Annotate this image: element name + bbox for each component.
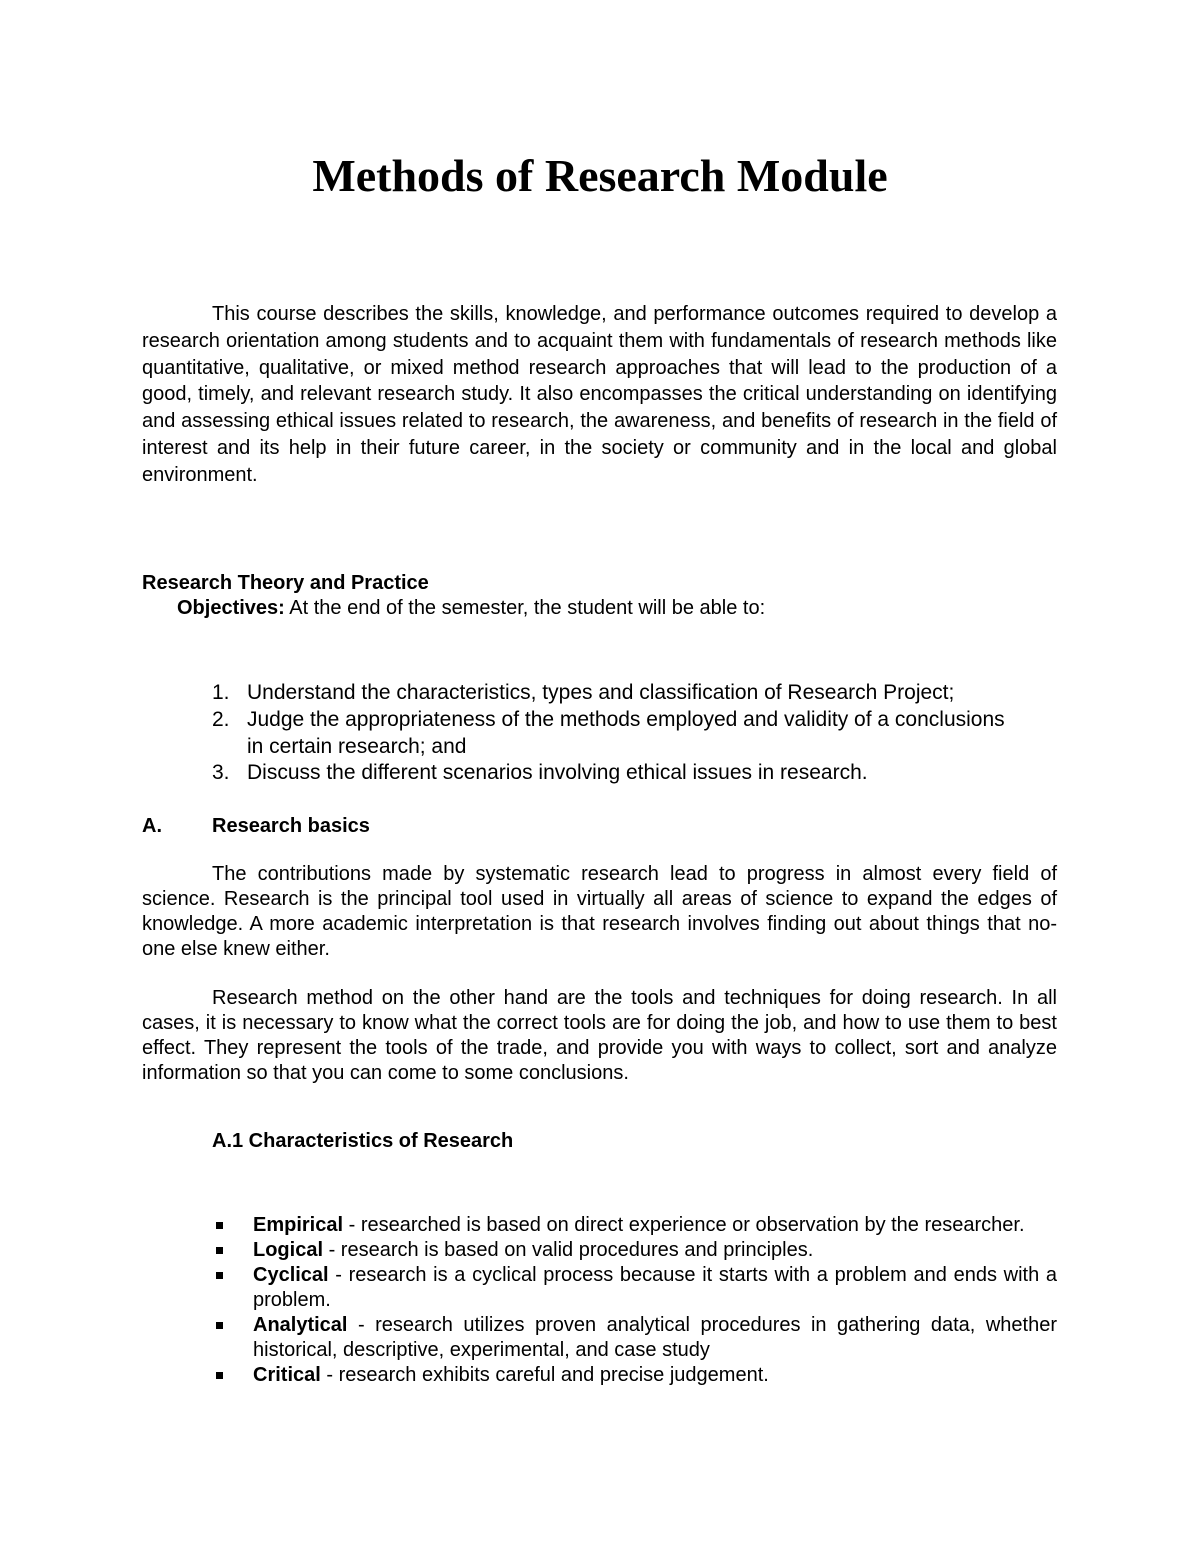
- objective-number: 1.: [212, 681, 230, 704]
- characteristics-heading: A.1 Characteristics of Research: [212, 1130, 514, 1152]
- square-bullet-icon: [216, 1322, 223, 1329]
- objective-number: 2.: [212, 707, 230, 731]
- characteristic-item: [212, 1263, 1057, 1313]
- objectives-list: [212, 680, 1012, 787]
- research-basics-paragraph-2: Research method on the other hand are the tools and techniques for doing research. In all cases, it is necessary to know what the correct tools are for doing the job, and how to use them to best effect. They represent the tools of the trade, and provide you with ways to collect, sort and analyze information so that you can come to some conclusions.: [142, 987, 1057, 1084]
- characteristic-term: Cyclical: [253, 1264, 329, 1286]
- document-title: Methods of Research Module: [312, 150, 888, 201]
- objective-text: Understand the characteristics, types and classification of Research Project;: [247, 681, 955, 704]
- part-a-title: Research basics: [212, 815, 370, 837]
- objective-item: [212, 707, 1012, 761]
- objectives-label: Objectives:: [177, 597, 285, 619]
- characteristic-term: Logical: [253, 1239, 324, 1261]
- characteristic-term: Analytical: [253, 1314, 348, 1336]
- section-heading: Research Theory and Practice: [142, 572, 429, 594]
- characteristic-desc: - research utilizes proven analytical procedures in gathering data, whether historical, descriptive, experimental, and case study: [253, 1314, 1057, 1361]
- square-bullet-icon: [216, 1272, 223, 1279]
- objectives-line: [177, 595, 765, 621]
- objective-item: [212, 680, 1012, 707]
- characteristic-item: [212, 1238, 1057, 1263]
- objective-number: 3.: [212, 761, 230, 785]
- characteristic-desc: - researched is based on direct experience or observation by the researcher.: [343, 1214, 1025, 1236]
- characteristic-item: [212, 1363, 1057, 1388]
- part-a-letter: A.: [142, 815, 162, 837]
- intro-paragraph: This course describes the skills, knowledge, and performance outcomes required to develop a research orientation among students and to acquaint them with fundamentals of research methods like quantitative, qualitative, or mixed method research approaches that will lead to the production of a good, timely, and relevant research study. It also encompasses the critical understanding on identifying and assessing ethical issues related to research, the awareness, and benefits of research in the field of interest and its help in their future career, in the society or community and in the local and global environment.: [142, 303, 1057, 486]
- objectives-text: At the end of the semester, the student will be able to:: [284, 597, 766, 619]
- characteristic-desc: - research exhibits careful and precise judgement.: [320, 1364, 769, 1386]
- characteristics-list: [212, 1213, 1057, 1388]
- characteristic-desc: - research is based on valid procedures and principles.: [323, 1239, 814, 1261]
- objective-text: Judge the appropriateness of the methods employed and validity of a conclusions in certain research; and: [247, 707, 1005, 758]
- square-bullet-icon: [216, 1372, 223, 1379]
- characteristic-item: [212, 1313, 1057, 1363]
- part-a-heading: [142, 813, 370, 839]
- characteristic-desc: - research is a cyclical process because it starts with a problem and ends with a problem.: [253, 1264, 1057, 1311]
- square-bullet-icon: [216, 1247, 223, 1254]
- objective-item: [212, 760, 1012, 787]
- characteristic-term: Critical: [253, 1364, 321, 1386]
- characteristic-term: Empirical: [253, 1214, 344, 1236]
- research-basics-paragraph-1: The contributions made by systematic research lead to progress in almost every field of science. Research is the principal tool used in virtually all areas of science to expand the edges of knowledge. A more academic interpretation is that research involves finding out about things that no-one else knew either.: [142, 863, 1057, 960]
- characteristic-item: [212, 1213, 1057, 1238]
- objective-text: Discuss the different scenarios involving ethical issues in research.: [247, 761, 868, 785]
- square-bullet-icon: [216, 1222, 223, 1229]
